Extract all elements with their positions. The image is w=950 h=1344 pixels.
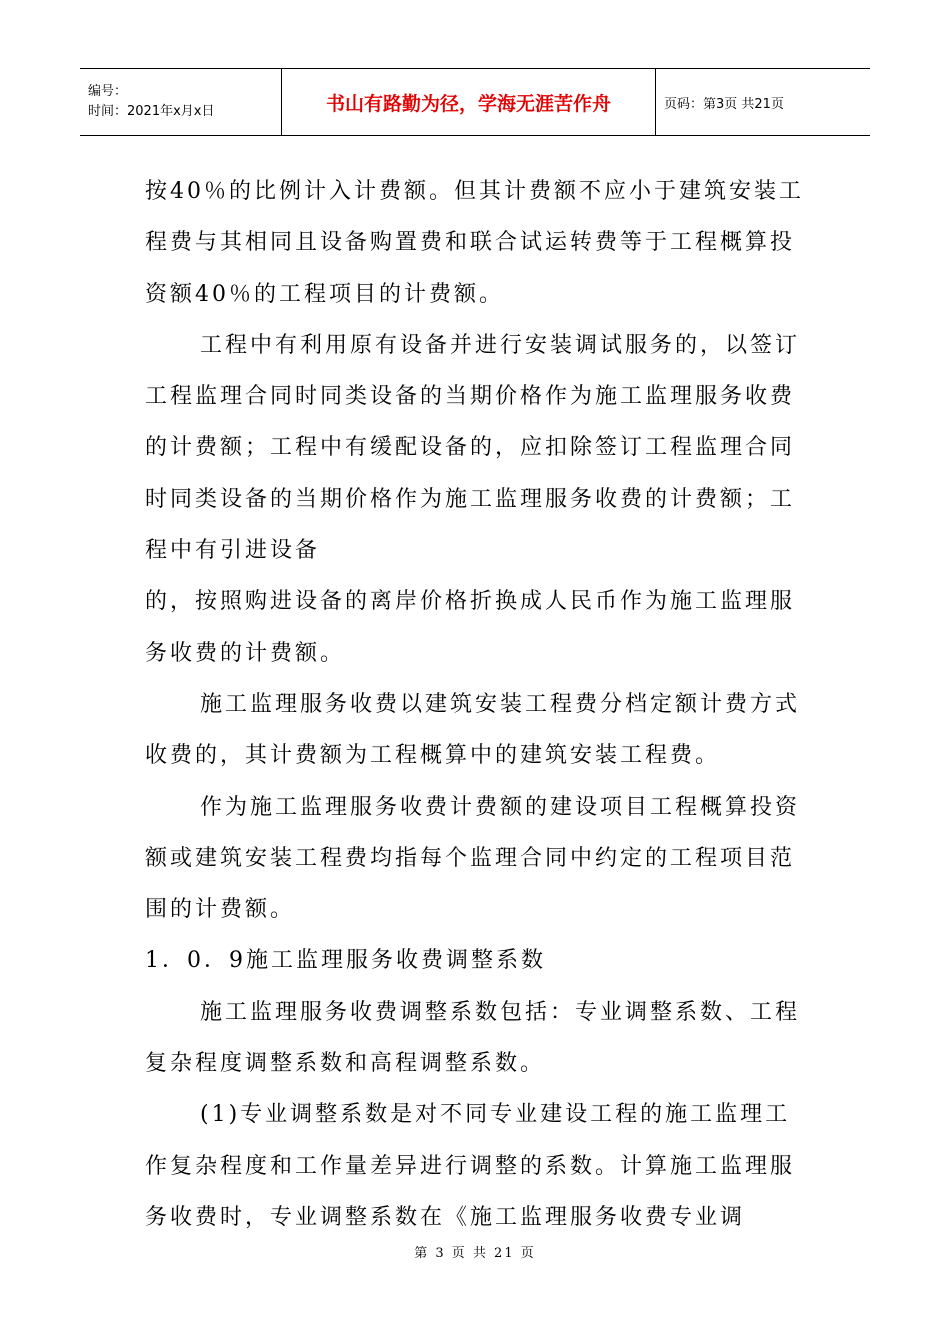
paragraph: 按40％的比例计入计费额。但其计费额不应小于建筑安装工程费与其相同且设备购置费和联合试运转费等于工程概算投资额40％的工程项目的计费额。 — [145, 179, 804, 307]
document-date: 时间：2021年x月x日 — [88, 104, 215, 119]
paragraph: 的，按照购进设备的离岸价格折换成人民币作为施工监理服务收费的计费额。 — [145, 589, 796, 666]
section-heading: 1．0．9施工监理服务收费调整系数 — [145, 948, 546, 974]
paragraph: 工程中有利用原有设备并进行安装调试服务的，以签订工程监理合同时同类设备的当期价格作为施工监理服务收费的计费额；工程中有缓配设备的，应扣除签订工程监理合同时同类设备的当期价格作为施工监理服务收费的计费额；工程中有引进设备 — [145, 332, 801, 564]
page-header — [80, 68, 870, 136]
document-number-label: 编号： — [88, 84, 128, 99]
paragraph: 施工监理服务收费调整系数包括：专业调整系数、工程复杂程度调整系数和高程调整系数。 — [145, 999, 801, 1077]
document-body — [145, 166, 805, 1243]
header-page-info: 页码：第3页 共21页 — [664, 96, 784, 112]
paragraph: 作为施工监理服务收费计费额的建设项目工程概算投资额或建筑安装工程费均指每个监理合同中约定的工程项目范围的计费额。 — [145, 794, 801, 923]
paragraph: 施工监理服务收费以建筑安装工程费分档定额计费方式收费的，其计费额为工程概算中的建筑安装工程费。 — [145, 691, 801, 769]
page-footer: 第 3 页 共 21 页 — [414, 1246, 536, 1261]
paragraph: (1)专业调整系数是对不同专业建设工程的施工监理工作复杂程度和工作量差异进行调整的系数。计算施工监理服务收费时，专业调整系数在《施工监理服务收费专业调 — [145, 1102, 796, 1230]
header-meta — [80, 69, 282, 135]
header-motto: 书山有路勤为径，学海无涯苦作舟 — [282, 69, 656, 135]
